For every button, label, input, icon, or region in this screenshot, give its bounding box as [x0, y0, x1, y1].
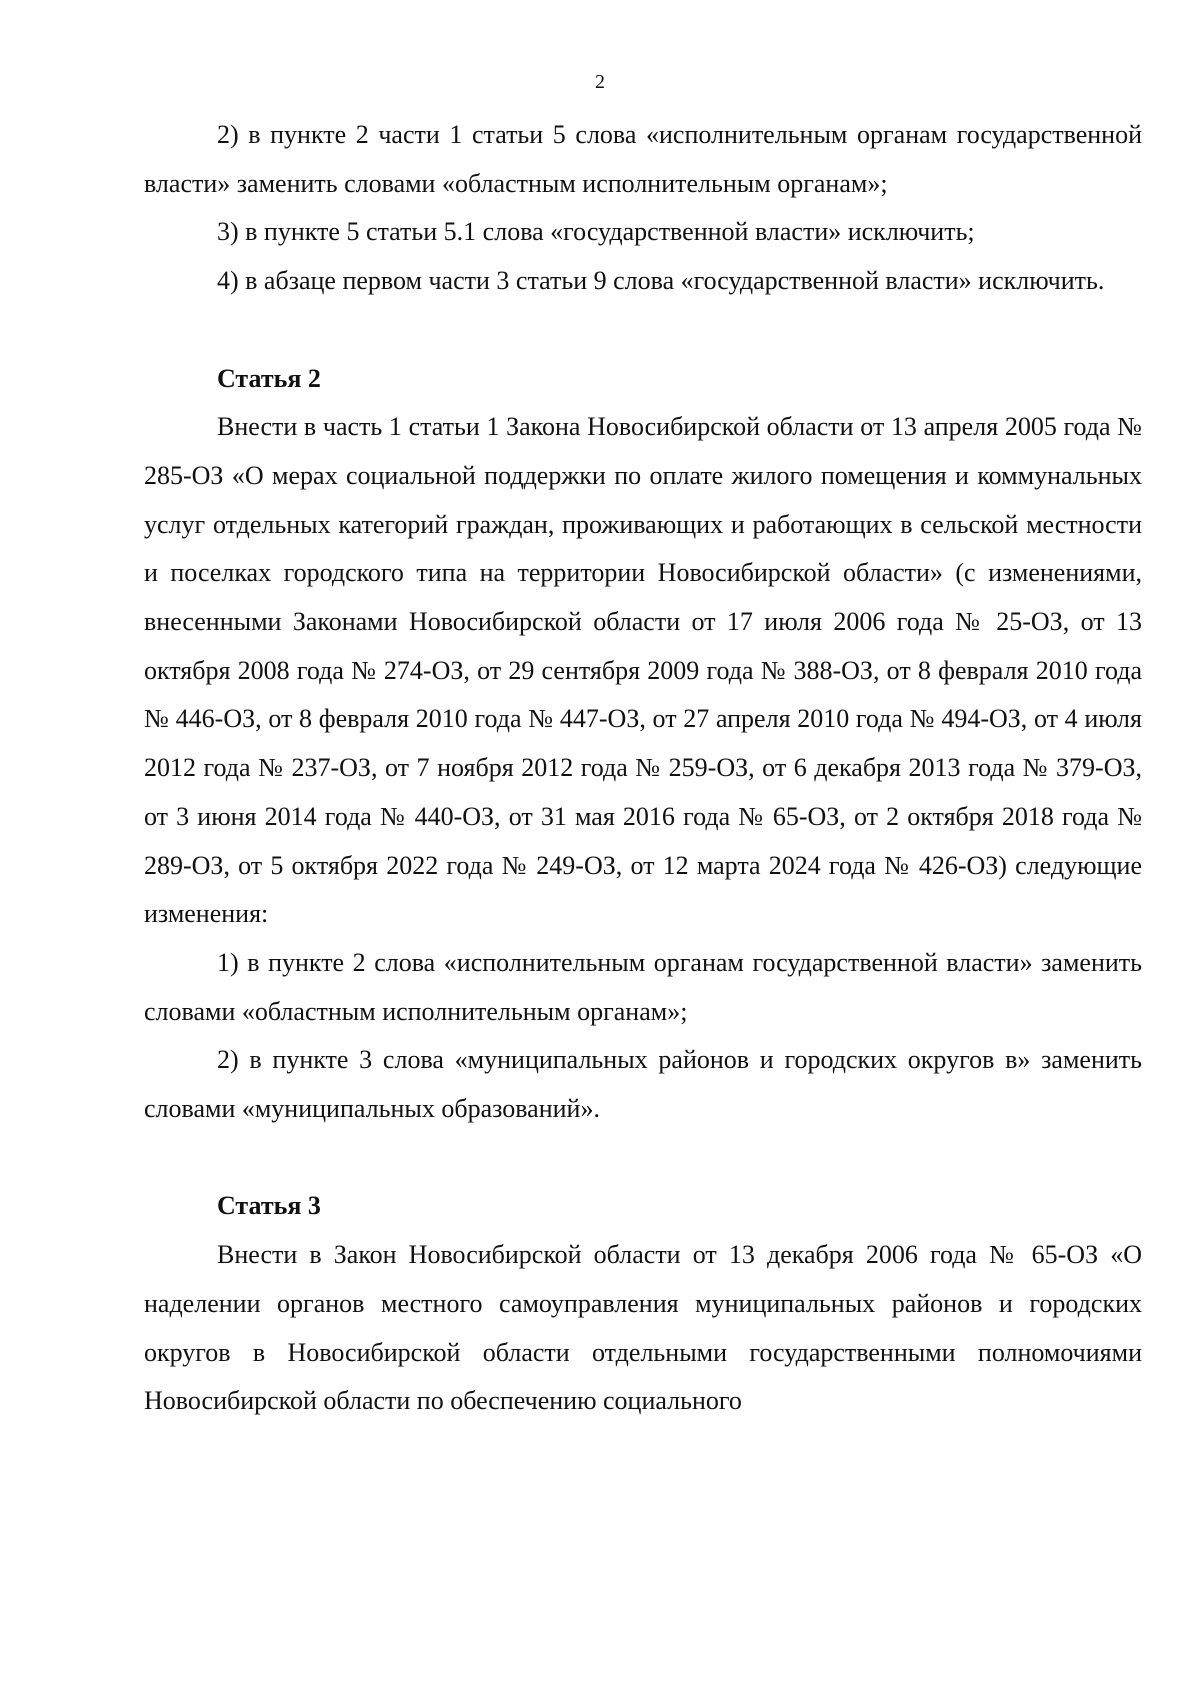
page-number: 2: [595, 71, 605, 93]
paragraph-item-3: 3) в пункте 5 статьи 5.1 слова «государственной власти» исключить;: [217, 217, 975, 247]
document-body: [144, 111, 1142, 1426]
article-2-heading: Статья 2: [217, 363, 321, 393]
section-spacer: [144, 1134, 1142, 1183]
paragraph-item-4: 4) в абзаце первом части 3 статьи 9 слова «государственной власти» исключить.: [217, 266, 1105, 296]
article-3-intro: Внести в Закон Новосибирской области от 13 декабря 2006 года № 65-ОЗ «О наделении органов местного самоуправления муниципальных районов и городских округов в Новосибирской области отдельными государственными полномочиями Новосибирской области по обеспечению социального: [144, 1240, 1142, 1416]
article-2-item-2: 2) в пункте 3 слова «муниципальных районов и городских округов в» заменить словами «муниципальных образований».: [144, 1045, 1142, 1124]
paragraph-item-2: 2) в пункте 2 части 1 статьи 5 слова «исполнительным органам государственной власти» заменить словами «областным исполнительным органам»;: [144, 120, 1142, 198]
section-spacer: [144, 306, 1142, 355]
article-2-item-1: 1) в пункте 2 слова «исполнительным органам государственной власти» заменить словами «областным исполнительным органам»;: [144, 947, 1142, 1026]
article-3-heading: Статья 3: [217, 1191, 321, 1221]
article-2-intro: Внести в часть 1 статьи 1 Закона Новосибирской области от 13 апреля 2005 года № 285-ОЗ «О мерах социальной поддержки по оплате жилого помещения и коммунальных услуг отдельных категорий граждан, проживающих и работающих в сельской местности и поселках городского типа на территории Новосибирской области» (с изменениями, внесенными Законами Новосибирской области от 17 июля 2006 года № 25-ОЗ, от 13 октября 2008 года № 274-ОЗ, от 29 сентября 2009 года № 388-ОЗ, от 8 февраля 2010 года № 446-ОЗ, от 8 февраля 2010 года № 447-ОЗ, от 27 апреля 2010 года № 494-ОЗ, от 4 июля 2012 года № 237-ОЗ, от 7 ноября 2012 года № 259-ОЗ, от 6 декабря 2013 года № 379-ОЗ, от 3 июня 2014 года № 440-ОЗ, от 31 мая 2016 года № 65-ОЗ, от 2 октября 2018 года № 289-ОЗ, от 5 октября 2022 года № 249-ОЗ, от 12 марта 2024 года № 426-ОЗ) следующие изменения:: [144, 412, 1142, 929]
